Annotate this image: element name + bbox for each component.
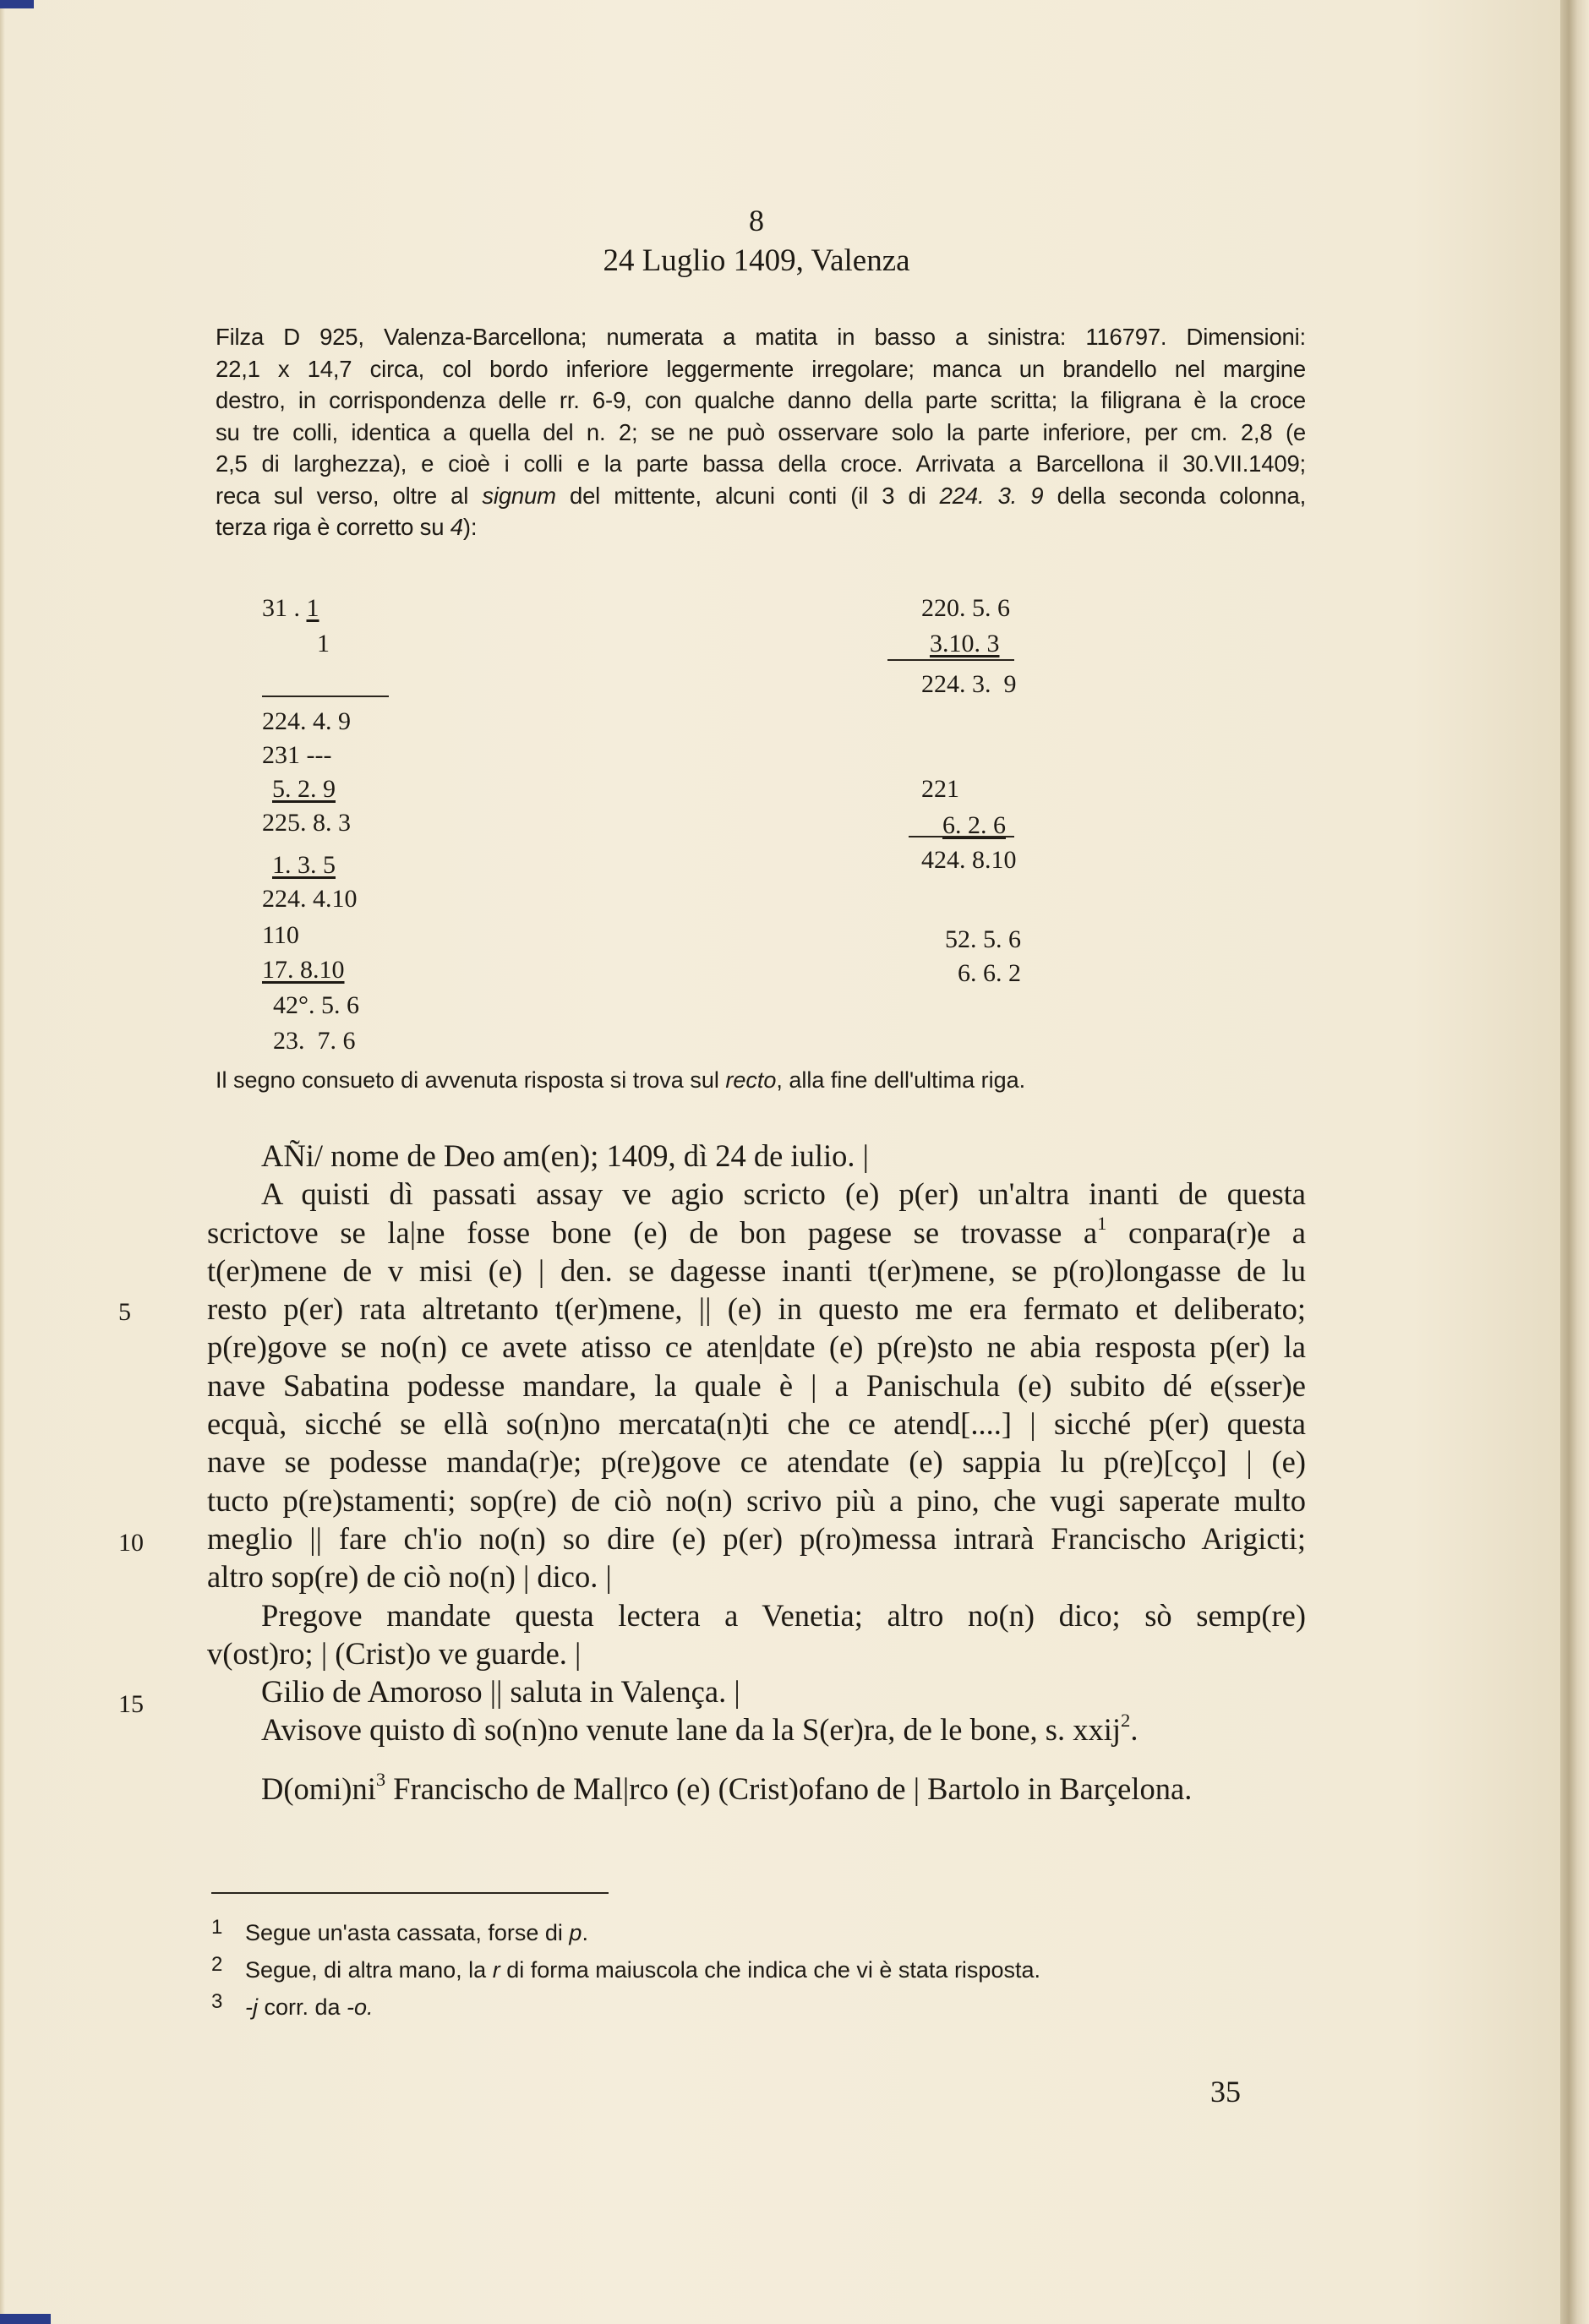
letter-line: nave Sabatina podesse mandare, la quale è | a Panischula (e) subito dé e(sser)e [207,1367,1306,1403]
letter-line: ecquà, sicché se ellà so(n)no mercata(n)ti che ce atend[....] | sicché p(er) questa [207,1406,1306,1442]
letter-line: p(re)gove se no(n) ce avete atisso ce aten|date (e) p(re)sto ne abia resposta p(er) la [207,1329,1306,1365]
account-entry: 224. 4. 9 [262,707,351,735]
letter-line: scrictove se la|ne fosse bone (e) de bon pagese se trovasse $a^1$ conpara(r)e a [207,1212,1307,1250]
line-number: 15 [118,1690,144,1718]
account-entry: 224. 4.10 [262,885,358,913]
footnote-mark: 3 [211,1990,223,2013]
letter-line: v(ost)ro; | (Crist)o ve guarde. | [207,1635,582,1671]
line-number: 10 [118,1529,144,1557]
account-entry: 6. 2. 6 [942,811,1006,839]
letter-text [207,1137,1307,1808]
account-entry: 5. 2. 9 [272,775,336,803]
letter-line: Pregove mandate questa lectera a Venetia; altro no(n) dico; sò semp(re) [261,1597,1306,1633]
account-entry: 220. 5. 6 [921,594,1010,622]
description-line: Filza D 925, Valenza-Barcellona; numerata a matita in basso a sinistra: 116797. Dimensioni: [216,324,1306,350]
footnote-text: -j corr. da -o. [245,1994,374,2020]
letter-line: Avisove quisto dì so(n)no venute lane da la S(er)ra, de le bone, s. xxij$^2$. [261,1710,1139,1748]
description-line: destro, in corrispondenza delle rr. 6-9, con qualche danno della parte scritta; la filigrana è la croce [216,387,1306,413]
footnote-text: Segue, di altra mano, la r di forma maiuscola che indica che vi è stata risposta. [245,1957,1040,1983]
description-line: su tre colli, identica a quella del n. 2; se ne può osservare solo la parte inferiore, per cm. 2,8 (e [216,418,1306,445]
account-entry: 1 [317,630,330,657]
account-rule [909,836,1014,837]
account-entry: 6. 6. 2 [958,959,1021,987]
letter-line: t(er)mene de v misi (e) | den. se dagesse inanti t(er)mene, se p(ro)longasse de lu [207,1252,1306,1288]
footnote-text: Segue un'asta cassata, forse di p. [245,1920,588,1945]
response-note: Il segno consueto di avvenuta risposta si trova sul recto, alla fine dell'ultima riga. [216,1067,1026,1093]
page-left-edge [0,0,5,2324]
account-entry: 110 [262,921,299,949]
letter-line: Gilio de Amoroso || saluta in Valença. | [261,1674,740,1710]
document-number: 8 [749,204,764,237]
bookmark-ribbon-top [0,0,34,8]
letter-line: AÑi/ nome de Deo am(en); 1409, dì 24 de iulio. | [261,1138,869,1173]
account-entry: 52. 5. 6 [945,925,1021,953]
letter-line: tucto p(re)stamenti; sop(re) de ciò no(n) scrivo più a pino, che vugi saperate multo [207,1482,1306,1518]
account-entry: 424. 8.10 [921,846,1017,874]
letter-line: meglio || fare ch'io no(n) so dire (e) p(er) p(ro)messa intrarà Francischo Arigicti; [207,1520,1306,1556]
account-entry: 225. 8. 3 [262,809,351,837]
footnote-mark: 2 [211,1953,223,1976]
footnote-mark: 1 [211,1916,223,1939]
account-entry: 23. 7. 6 [273,1027,356,1055]
description-line: terza riga è corretto su 4): [216,514,478,540]
account-entry: 231 --- [262,741,332,769]
account-entry: 42°. 5. 6 [273,991,359,1019]
archival-description [216,321,1306,543]
account-entry: 31 . 1 [262,594,319,622]
account-entry: 1. 3. 5 [272,851,336,879]
letter-line: altro sop(re) de ciò no(n) | dico. | [207,1559,612,1595]
bookmark-ribbon-bottom [0,2314,51,2324]
account-entry: 17. 8.10 [262,956,345,984]
letter-line: resto p(er) rata altretanto t(er)mene, || (e) in questo me era fermato et deliberato; [207,1291,1306,1327]
account-rule [887,659,1014,661]
account-rule [262,696,389,697]
document-title: 24 Luglio 1409, Valenza [603,243,910,278]
footnote-rule [211,1892,609,1894]
description-line: 22,1 x 14,7 circa, col bordo inferiore leggermente irregolare; manca un brandello nel margine [216,355,1306,382]
letter-line: A quisti dì passati assay ve agio scricto (e) p(er) un'altra inanti de questa [261,1176,1306,1212]
account-entry: 3.10. 3 [930,630,1000,657]
account-entry: 224. 3. 9 [921,670,1017,698]
letter-address: $D(omi)ni^3$ Francischo de Mal|rco (e) (Crist)ofano de | Bartolo in Barçelona. [261,1768,1193,1806]
description-line: 2,5 di larghezza), e cioè i colli e la parte bassa della croce. Arrivata a Barcellona il 30.VII.1409; [216,450,1306,477]
book-gutter [1560,0,1589,2324]
page-number: 35 [1210,2075,1241,2109]
line-number: 5 [118,1298,131,1326]
letter-line: nave se podesse manda(r)e; p(re)gove ce atendate (e) sappia lu p(re)[cço] | (e) [207,1444,1306,1480]
account-entry: 221 [921,775,959,803]
description-line: reca sul verso, oltre al signum del mittente, alcuni conti (il 3 di 224. 3. 9 della seconda colonna, [216,482,1307,509]
